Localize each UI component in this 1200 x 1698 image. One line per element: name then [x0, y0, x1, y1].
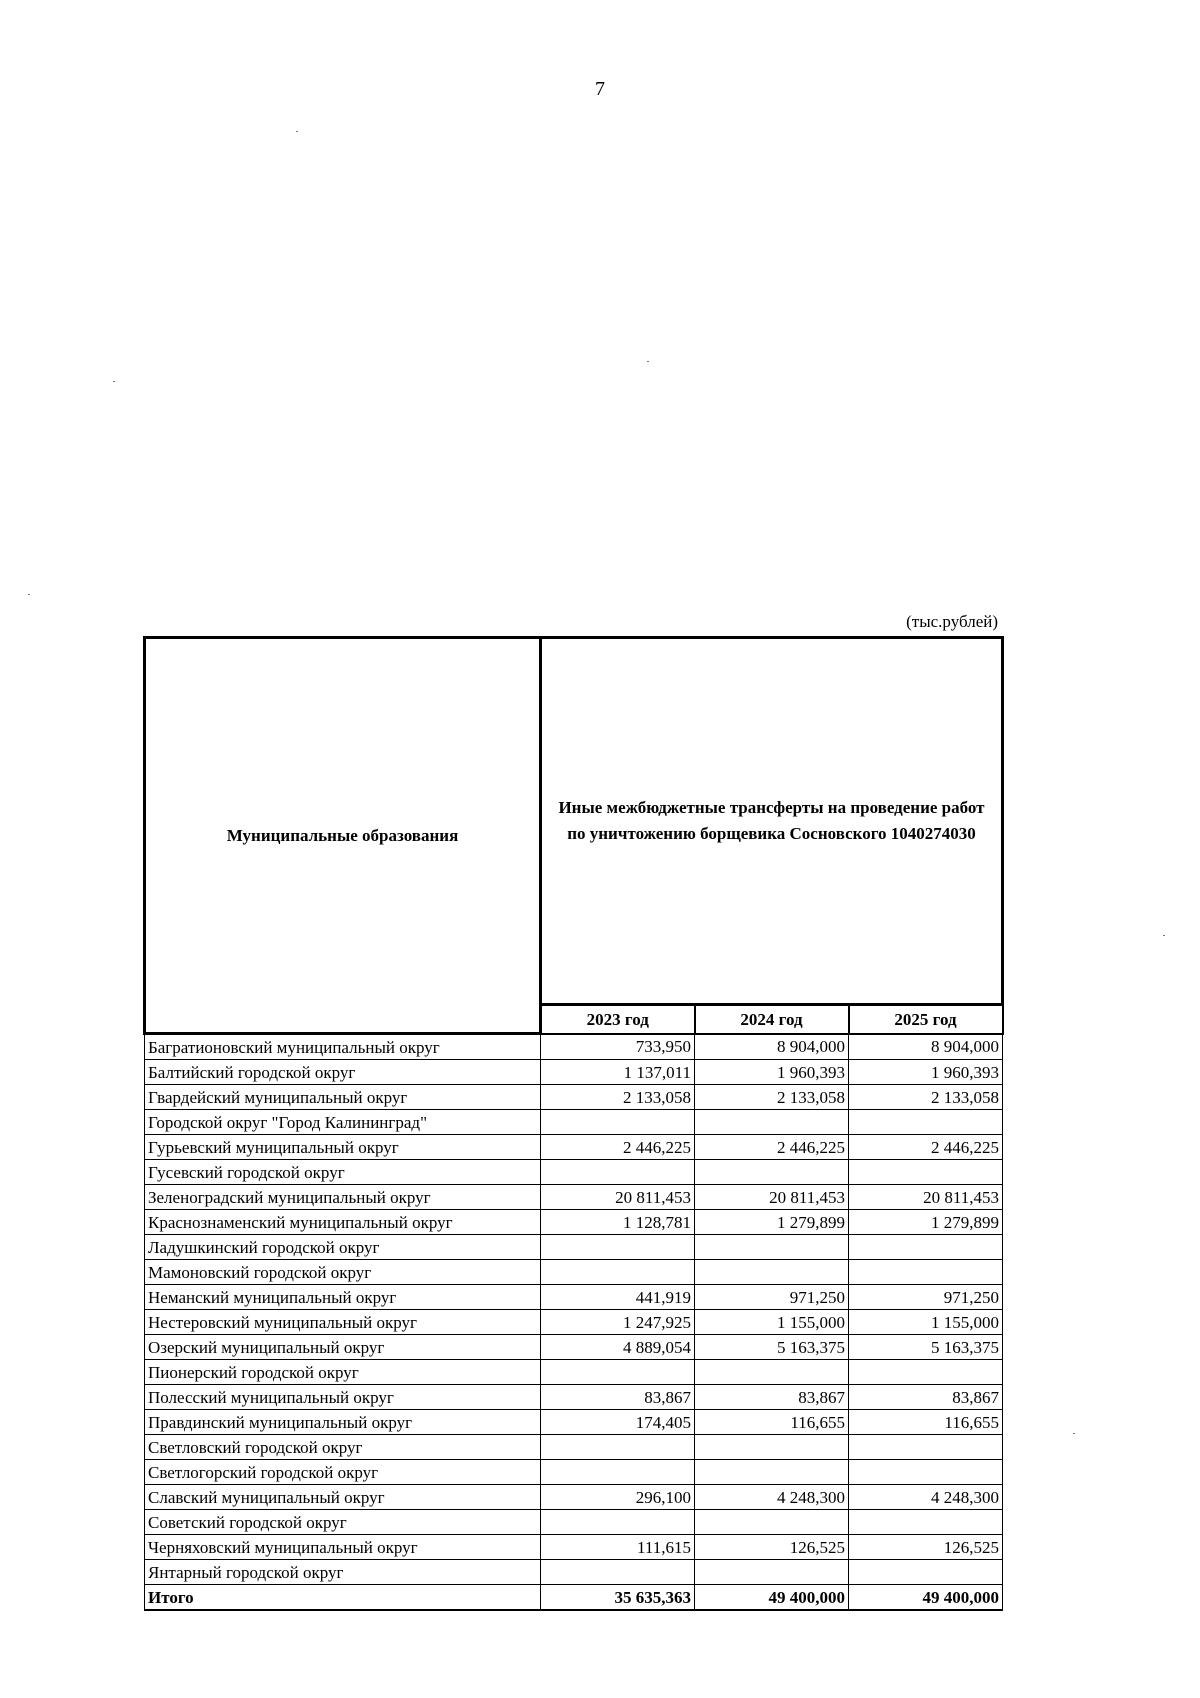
value-2024 [695, 1160, 849, 1185]
row-name: Багратионовский муниципальный округ [145, 1034, 541, 1060]
year-header-2024: 2024 год [695, 1005, 849, 1034]
value-2023: 20 811,453 [541, 1185, 695, 1210]
value-2025 [849, 1460, 1003, 1485]
value-2024: 4 248,300 [695, 1485, 849, 1510]
table-row [145, 1260, 1003, 1285]
table-row [145, 1535, 1003, 1560]
value-2025 [849, 1510, 1003, 1535]
value-2023: 174,405 [541, 1410, 695, 1435]
value-2024 [695, 1460, 849, 1485]
row-name: Ладушкинский городской округ [145, 1235, 541, 1260]
table-row [145, 1335, 1003, 1360]
value-2024 [695, 1560, 849, 1585]
value-2025 [849, 1160, 1003, 1185]
row-name: Славский муниципальный округ [145, 1485, 541, 1510]
value-2024 [695, 1235, 849, 1260]
row-name: Полесский муниципальный округ [145, 1385, 541, 1410]
table-row [145, 1210, 1003, 1235]
value-2024: 2 446,225 [695, 1135, 849, 1160]
table-row [145, 1034, 1003, 1060]
year-header-2025: 2025 год [849, 1005, 1003, 1034]
value-2024: 20 811,453 [695, 1185, 849, 1210]
table-row [145, 1435, 1003, 1460]
scan-speck [647, 361, 649, 362]
value-2025: 4 248,300 [849, 1485, 1003, 1510]
unit-label: (тыс.рублей) [906, 612, 998, 631]
row-name: Нестеровский муниципальный округ [145, 1310, 541, 1335]
row-name: Пионерский городской округ [145, 1360, 541, 1385]
value-2023 [541, 1510, 695, 1535]
total-2023: 35 635,363 [541, 1585, 695, 1611]
transfers-header: Иные межбюджетные трансферты на проведение работ по уничтожению борщевика Сосновского 1040274030 [541, 638, 1003, 1005]
value-2023 [541, 1360, 695, 1385]
value-2025 [849, 1110, 1003, 1135]
total-label: Итого [145, 1585, 541, 1611]
value-2023 [541, 1160, 695, 1185]
value-2023 [541, 1260, 695, 1285]
table-row [145, 1235, 1003, 1260]
table-row [145, 1560, 1003, 1585]
row-name: Светлогорский городской округ [145, 1460, 541, 1485]
value-2024 [695, 1510, 849, 1535]
row-name: Светловский городской округ [145, 1435, 541, 1460]
value-2023: 4 889,054 [541, 1335, 695, 1360]
scan-speck [1073, 1433, 1075, 1434]
value-2023: 2 133,058 [541, 1085, 695, 1110]
value-2025: 116,655 [849, 1410, 1003, 1435]
value-2024 [695, 1435, 849, 1460]
value-2024: 5 163,375 [695, 1335, 849, 1360]
value-2024: 8 904,000 [695, 1034, 849, 1060]
table-row [145, 1510, 1003, 1535]
year-header-2023: 2023 год [541, 1005, 695, 1034]
row-name: Черняховский муниципальный округ [145, 1535, 541, 1560]
scan-speck [296, 131, 298, 132]
table-body [145, 1034, 1003, 1611]
total-row [145, 1585, 1003, 1611]
page-number: 7 [595, 78, 605, 100]
scan-speck [113, 381, 115, 382]
value-2023 [541, 1460, 695, 1485]
value-2024: 1 155,000 [695, 1310, 849, 1335]
value-2025: 1 960,393 [849, 1060, 1003, 1085]
table-row [145, 1060, 1003, 1085]
table-row [145, 1310, 1003, 1335]
value-2025 [849, 1260, 1003, 1285]
value-2024: 83,867 [695, 1385, 849, 1410]
value-2024 [695, 1260, 849, 1285]
value-2024: 1 960,393 [695, 1060, 849, 1085]
value-2025: 83,867 [849, 1385, 1003, 1410]
row-name: Неманский муниципальный округ [145, 1285, 541, 1310]
value-2024: 971,250 [695, 1285, 849, 1310]
table-row [145, 1460, 1003, 1485]
value-2025 [849, 1560, 1003, 1585]
scan-speck [1163, 935, 1165, 936]
value-2023: 83,867 [541, 1385, 695, 1410]
table-row [145, 1485, 1003, 1510]
value-2025: 8 904,000 [849, 1034, 1003, 1060]
value-2024: 116,655 [695, 1410, 849, 1435]
row-name: Мамоновский городской округ [145, 1260, 541, 1285]
row-name: Советский городской округ [145, 1510, 541, 1535]
row-name: Гусевский городской округ [145, 1160, 541, 1185]
value-2025 [849, 1435, 1003, 1460]
table-row [145, 1385, 1003, 1410]
value-2023: 296,100 [541, 1485, 695, 1510]
total-2024: 49 400,000 [695, 1585, 849, 1611]
table-row [145, 1185, 1003, 1210]
table-row [145, 1285, 1003, 1310]
value-2025: 1 279,899 [849, 1210, 1003, 1235]
value-2025 [849, 1235, 1003, 1260]
table-row [145, 1360, 1003, 1385]
municipalities-header: Муниципальные образования [145, 638, 541, 1034]
value-2023 [541, 1435, 695, 1460]
value-2023: 733,950 [541, 1034, 695, 1060]
value-2023 [541, 1235, 695, 1260]
value-2023: 1 128,781 [541, 1210, 695, 1235]
value-2023: 441,919 [541, 1285, 695, 1310]
table-row [145, 1410, 1003, 1435]
value-2025: 20 811,453 [849, 1185, 1003, 1210]
value-2024: 1 279,899 [695, 1210, 849, 1235]
value-2023: 1 247,925 [541, 1310, 695, 1335]
value-2025: 971,250 [849, 1285, 1003, 1310]
row-name: Гурьевский муниципальный округ [145, 1135, 541, 1160]
transfers-table [143, 636, 1004, 1611]
value-2023: 2 446,225 [541, 1135, 695, 1160]
row-name: Озерский муниципальный округ [145, 1335, 541, 1360]
row-name: Городской округ "Город Калининград" [145, 1110, 541, 1135]
value-2025: 2 133,058 [849, 1085, 1003, 1110]
value-2024 [695, 1110, 849, 1135]
value-2025: 5 163,375 [849, 1335, 1003, 1360]
row-name: Янтарный городской округ [145, 1560, 541, 1585]
value-2023: 1 137,011 [541, 1060, 695, 1085]
row-name: Зеленоградский муниципальный округ [145, 1185, 541, 1210]
scan-speck [28, 594, 30, 595]
value-2023 [541, 1110, 695, 1135]
value-2025: 2 446,225 [849, 1135, 1003, 1160]
value-2024: 2 133,058 [695, 1085, 849, 1110]
value-2023: 111,615 [541, 1535, 695, 1560]
value-2024: 126,525 [695, 1535, 849, 1560]
total-2025: 49 400,000 [849, 1585, 1003, 1611]
row-name: Правдинский муниципальный округ [145, 1410, 541, 1435]
value-2025: 1 155,000 [849, 1310, 1003, 1335]
table-row [145, 1160, 1003, 1185]
row-name: Гвардейский муниципальный округ [145, 1085, 541, 1110]
table-row [145, 1085, 1003, 1110]
row-name: Балтийский городской округ [145, 1060, 541, 1085]
value-2023 [541, 1560, 695, 1585]
value-2024 [695, 1360, 849, 1385]
table-row [145, 1135, 1003, 1160]
value-2025 [849, 1360, 1003, 1385]
table-row [145, 1110, 1003, 1135]
value-2025: 126,525 [849, 1535, 1003, 1560]
row-name: Краснознаменский муниципальный округ [145, 1210, 541, 1235]
